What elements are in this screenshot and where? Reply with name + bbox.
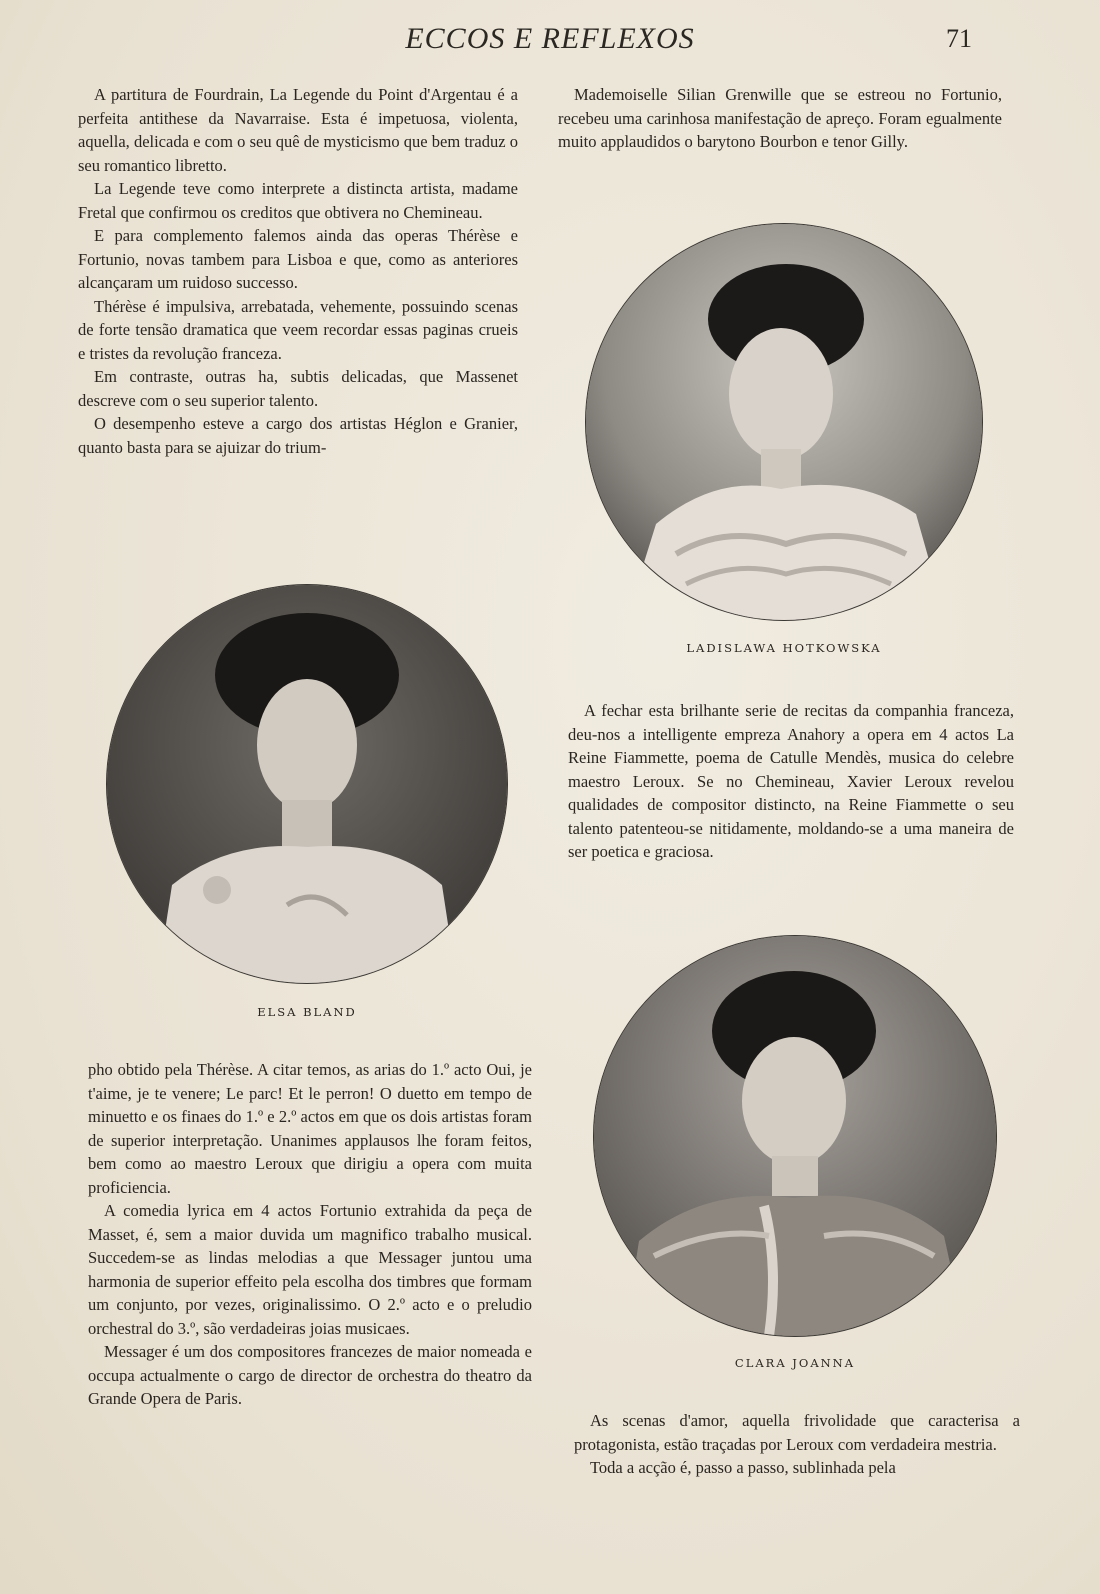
right-column-top	[558, 83, 1002, 154]
page-number: 71	[946, 24, 972, 53]
portrait-photo-ladislawa-hotkowska	[586, 224, 982, 620]
right-column-middle	[568, 699, 1014, 864]
portrait-illustration	[594, 936, 996, 1336]
paragraph: O desempenho esteve a cargo dos artistas Héglon e Granier, quanto basta para se ajuizar do trium-	[78, 414, 518, 457]
portrait-photo-elsa-bland	[107, 585, 507, 983]
left-column-bottom	[88, 1058, 532, 1411]
paragraph: Thérèse é impulsiva, arrebatada, vehemente, possuindo scenas de forte tensão dramatica que veem recordar essas paginas crueis e tristes da revolução franceza.	[78, 296, 518, 363]
paragraph: E para complemento falemos ainda das operas Thérèse e Fortunio, novas tambem para Lisboa e que, como as anteriores alcançaram um ruidoso successo.	[78, 226, 518, 292]
paragraph: A partitura de Fourdrain, La Legende du Point d'Argentau é a perfeita antithese da Navarraise. Esta é impetuosa, violenta, aquella, delicada e com o seu quê de mysticismo que bem traduz o seu romantico libretto.	[78, 85, 518, 175]
paragraph: As scenas d'amor, aquella frivolidade que caracterisa a protagonista, estão traçadas por Leroux com verdadeira mestria.	[574, 1411, 1020, 1454]
paragraph: La Legende teve como interprete a distincta artista, madame Fretal que confirmou os creditos que obtivera no Chemineau.	[78, 179, 518, 222]
portrait-illustration	[107, 585, 507, 983]
paragraph: Em contraste, outras ha, subtis delicadas, que Massenet descreve com o seu superior talento.	[78, 367, 518, 410]
running-title: ECCOS E REFLEXOS	[405, 22, 695, 55]
paragraph: Toda a acção é, passo a passo, sublinhada pela	[590, 1458, 896, 1477]
right-column-bottom	[574, 1409, 1020, 1480]
paragraph: Messager é um dos compositores francezes de maior nomeada e occupa actualmente o cargo de director de orchestra do theatro da Grande Opera de Paris.	[88, 1342, 532, 1408]
portrait-photo-clara-joanna	[594, 936, 996, 1336]
portrait-caption: ELSA BLAND	[257, 1005, 357, 1019]
portrait-illustration	[586, 224, 982, 620]
paragraph: A fechar esta brilhante serie de recitas da companhia franceza, deu-nos a intelligente empreza Anahory a opera em 4 actos La Reine Fiammette, poema de Catulle Mendès, musica do celebre maestro Leroux. Se no Chemineau, Xavier Leroux revelou qualidades de compositor distincto, na Reine Fiammette o seu talento patenteou-se nitidamente, moldando-se a uma maneira de ser poetica e graciosa.	[568, 701, 1014, 861]
paragraph: A comedia lyrica em 4 actos Fortunio extrahida da peça de Masset, é, sem a maior duvida um magnifico trabalho musical. Succedem-se as lindas melodias a que Messager juntou uma harmonia de superior effeito pela escolha dos timbres que formam um conjunto, por vezes, originalissimo. O 2.º acto e o preludio orchestral do 3.º, são verdadeiras joias musicaes.	[88, 1201, 532, 1338]
portrait-caption: CLARA JOANNA	[734, 1356, 856, 1370]
paragraph: Mademoiselle Silian Grenwille que se estreou no Fortunio, recebeu uma carinhosa manifestação de apreço. Foram egualmente muito applaudidos o barytono Bourbon e tenor Gilly.	[558, 85, 1002, 151]
left-column-top	[78, 83, 518, 459]
paragraph: pho obtido pela Thérèse. A citar temos, as arias do 1.º acto Oui, je t'aime, je te venere; Le parc! Et le perron! O duetto em tempo de minuetto e os finaes do 1.º e 2.º actos em que os dois artistas foram de superior interpretação. Unanimes applausos lhe foram feitos, bem como ao maestro Leroux que dirigiu a opera com muita proficiencia.	[88, 1060, 532, 1197]
portrait-caption: LADISLAWA HOTKOWSKA	[686, 641, 882, 655]
